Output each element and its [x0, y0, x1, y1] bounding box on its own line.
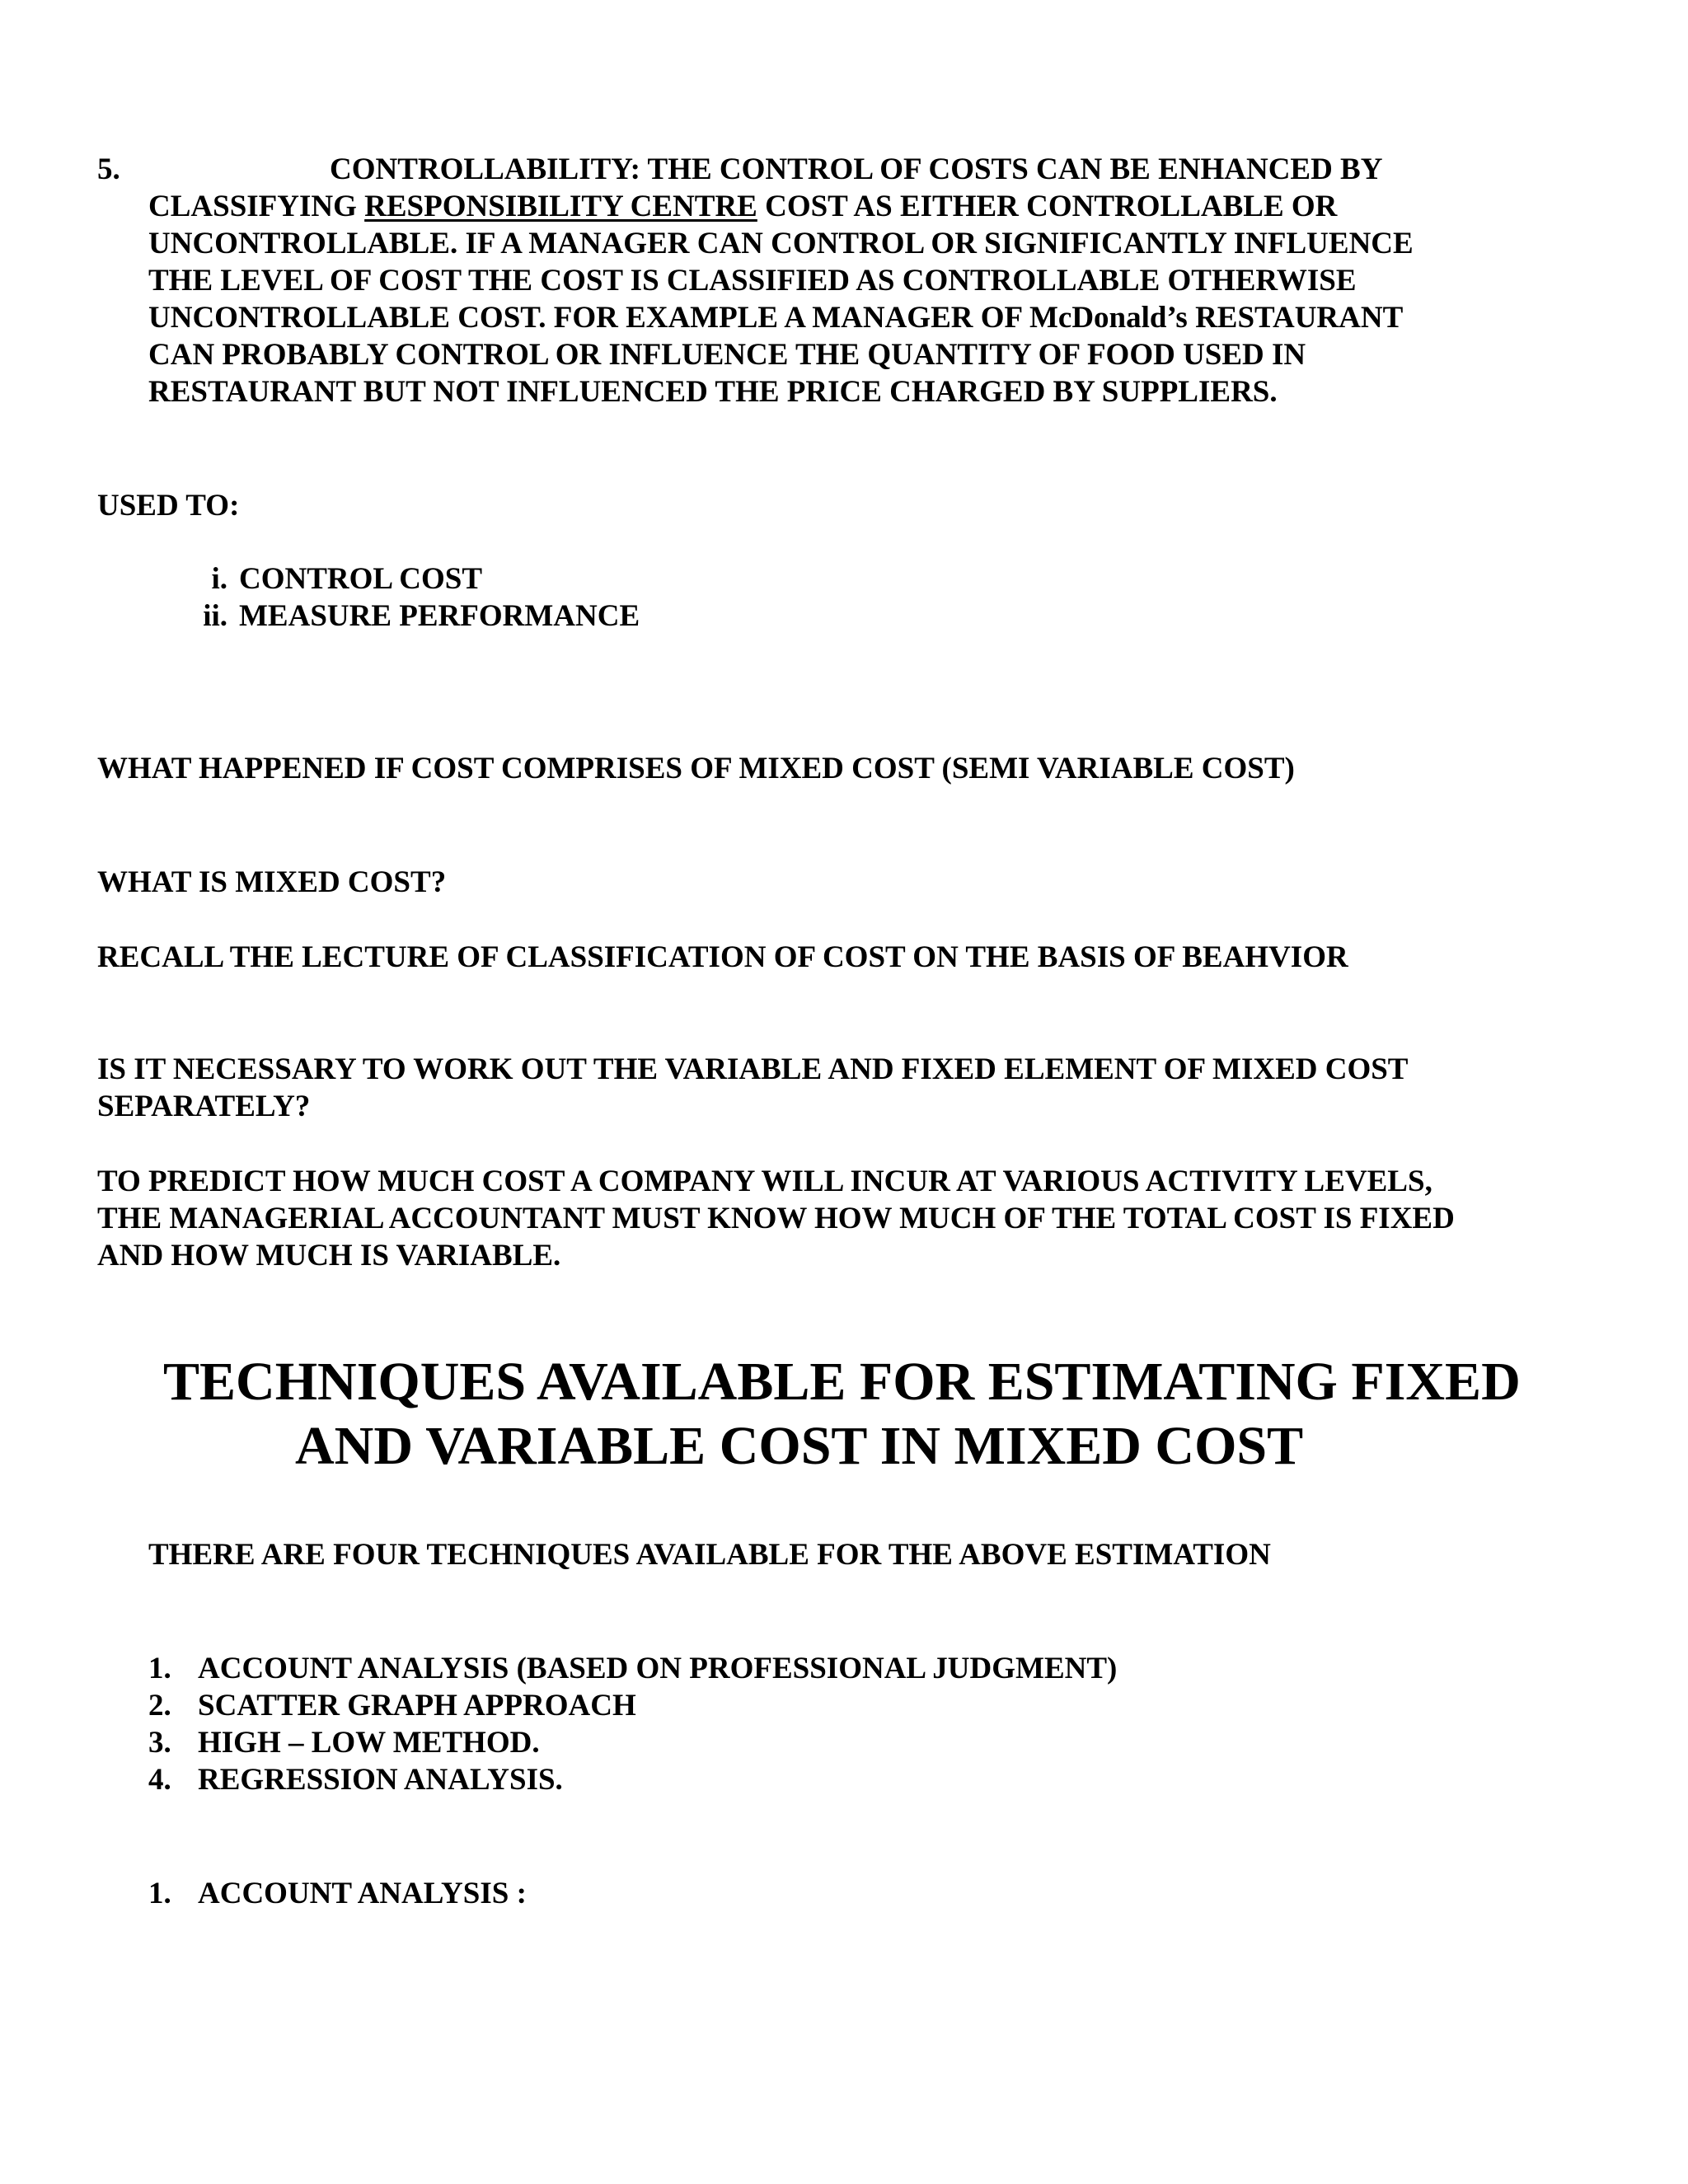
responsibility-centre-underlined: RESPONSIBILITY CENTRE — [364, 190, 757, 223]
four-techniques-intro: THERE ARE FOUR TECHNIQUES AVAILABLE FOR THE ABOVE ESTIMATION — [148, 1538, 1271, 1572]
necessary-line-2: SEPARATELY? — [97, 1090, 311, 1123]
techniques-heading-line-1: TECHNIQUES AVAILABLE FOR ESTIMATING FIXED — [163, 1352, 1521, 1412]
techniques-heading-line-2: AND VARIABLE COST IN MIXED COST — [295, 1416, 1304, 1476]
used-to-item-2: MEASURE PERFORMANCE — [239, 599, 640, 633]
technique-marker-4: 4. — [148, 1763, 171, 1797]
controllability-line-7: RESTAURANT BUT NOT INFLUENCED THE PRICE CHARGED BY SUPPLIERS. — [148, 375, 1278, 409]
technique-marker-3: 3. — [148, 1726, 171, 1760]
account-analysis-heading: ACCOUNT ANALYSIS : — [198, 1877, 527, 1910]
technique-item-1: ACCOUNT ANALYSIS (BASED ON PROFESSIONAL JUDGMENT) — [198, 1652, 1118, 1685]
technique-marker-1: 1. — [148, 1652, 171, 1685]
mixed-cost-question: WHAT HAPPENED IF COST COMPRISES OF MIXED COST (SEMI VARIABLE COST) — [97, 752, 1295, 785]
used-to-marker-2: ii. — [203, 599, 227, 633]
used-to-label: USED TO: — [97, 489, 240, 523]
controllability-line-2-post: COST AS EITHER CONTROLLABLE OR — [757, 190, 1338, 223]
technique-item-3: HIGH – LOW METHOD. — [198, 1726, 540, 1760]
predict-line-2: THE MANAGERIAL ACCOUNTANT MUST KNOW HOW MUCH OF THE TOTAL COST IS FIXED — [97, 1202, 1455, 1235]
controllability-line-1: CONTROLLABILITY: THE CONTROL OF COSTS CAN BE ENHANCED BY — [330, 152, 1383, 186]
necessary-line-1: IS IT NECESSARY TO WORK OUT THE VARIABLE AND FIXED ELEMENT OF MIXED COST — [97, 1052, 1409, 1086]
controllability-line-2-pre: CLASSIFYING — [148, 190, 365, 223]
account-analysis-marker: 1. — [148, 1877, 171, 1910]
what-is-mixed-cost: WHAT IS MIXED COST? — [97, 865, 447, 899]
recall-lecture: RECALL THE LECTURE OF CLASSIFICATION OF COST ON THE BASIS OF BEAHVIOR — [97, 940, 1348, 974]
predict-line-1: TO PREDICT HOW MUCH COST A COMPANY WILL INCUR AT VARIOUS ACTIVITY LEVELS, — [97, 1165, 1432, 1198]
technique-item-4: REGRESSION ANALYSIS. — [198, 1763, 563, 1797]
predict-line-3: AND HOW MUCH IS VARIABLE. — [97, 1239, 561, 1272]
controllability-line-5: UNCONTROLLABLE COST. FOR EXAMPLE A MANAGER OF McDonald’s RESTAURANT — [148, 301, 1404, 335]
technique-marker-2: 2. — [148, 1689, 171, 1722]
controllability-line-2 — [148, 188, 1337, 225]
controllability-line-4: THE LEVEL OF COST THE COST IS CLASSIFIED AS CONTROLLABLE OTHERWISE — [148, 264, 1357, 298]
controllability-line-3: UNCONTROLLABLE. IF A MANAGER CAN CONTROL OR SIGNIFICANTLY INFLUENCE — [148, 227, 1414, 260]
used-to-item-1: CONTROL COST — [239, 562, 483, 596]
technique-item-2: SCATTER GRAPH APPROACH — [198, 1689, 636, 1722]
used-to-marker-1: i. — [211, 562, 227, 596]
section-number: 5. — [97, 152, 120, 186]
controllability-line-6: CAN PROBABLY CONTROL OR INFLUENCE THE QUANTITY OF FOOD USED IN — [148, 338, 1306, 372]
